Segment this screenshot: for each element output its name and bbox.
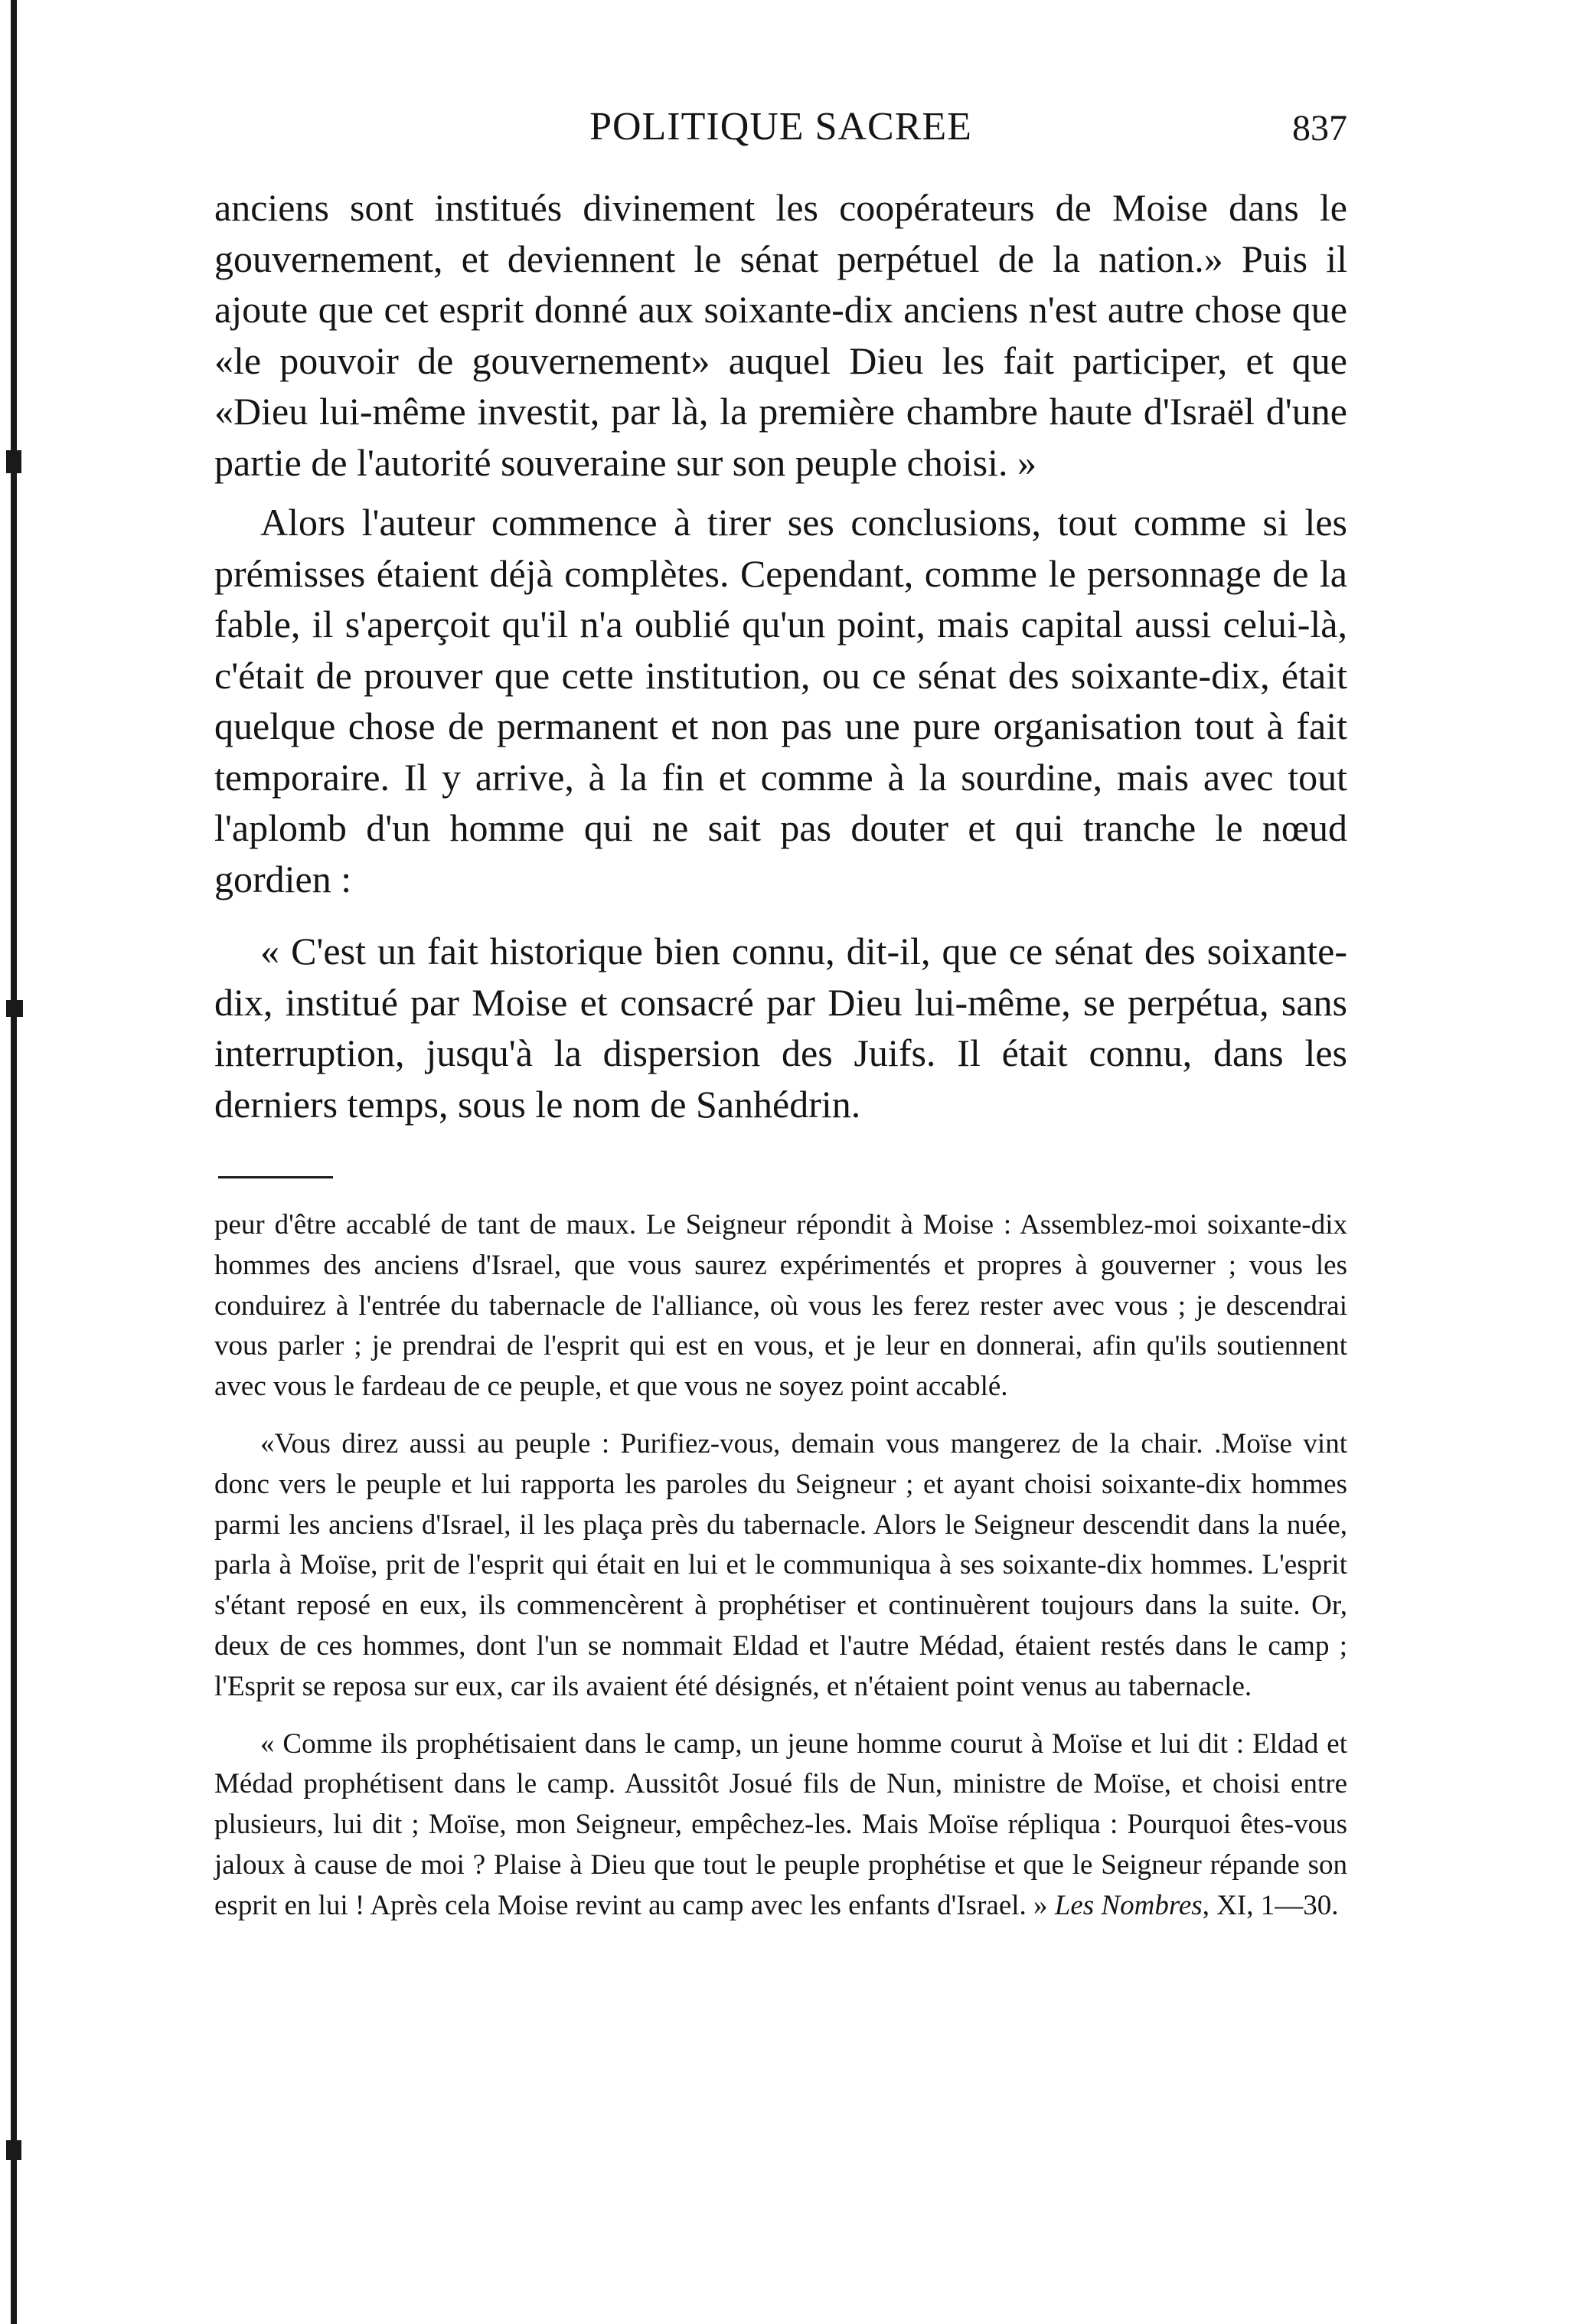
page-edge-mark [6, 450, 21, 473]
page-edge-line [11, 0, 17, 2324]
footnote-separator [218, 1176, 333, 1178]
citation-reference: , XI, 1—30. [1202, 1889, 1339, 1921]
citation-work: Les Nombres [1054, 1889, 1203, 1921]
body-paragraph: anciens sont institués divinement les coopérateurs de Moise dans le gouvernement, et deviennent le sénat perpétuel de la nation.» Puis il ajoute que cet esprit donné aux soixante-dix anciens n'est autre chose que «le pouvoir de gouvernement» auquel Dieu les fait participer, et que «Dieu lui-même investit, par là, la première chambre haute d'Israël d'une partie de l'autorité souveraine sur son peuple choisi. » [214, 186, 1347, 484]
footnotes [214, 1205, 1347, 1927]
footnote-paragraph [214, 1724, 1347, 1927]
main-text [214, 182, 1347, 1129]
body-paragraph: Alors l'auteur commence à tirer ses conclusions, tout comme si les prémisses étaient déjà complètes. Cependant, comme le personnage de la fable, il s'aperçoit qu'il n'a oublié qu'un point, mais capital aussi celui-là, c'était de prouver que cette institution, ou ce sénat des soixante-dix, était quelque chose de permanent et non pas une pure organisation tout à fait temporaire. Il y arrive, à la fin et comme à la sourdine, mais avec tout l'aplomb d'un homme qui ne sait pas douter et qui tranche le nœud gordien : [214, 501, 1347, 901]
page-edge-mark [6, 2140, 21, 2160]
running-head [214, 104, 1347, 158]
footnote-paragraph: peur d'être accablé de tant de maux. Le Seigneur répondit à Moise : Assemblez-moi soixante-dix hommes des anciens d'Israel, que vous saurez expérimentés et propres à gouverner ; vous les conduirez à l'entrée du tabernacle de l'alliance, où vous les ferez rester avec vous ; je descendrai vous parler ; je prendrai de l'esprit qui est en vous, et je leur en donnerai, afin qu'ils soutiennent avec vous le fardeau de ce peuple, et que vous ne soyez point accablé. [214, 1209, 1347, 1403]
page-number: 837 [1292, 108, 1347, 149]
footnote-text: « Comme ils prophétisaient dans le camp, un jeune homme courut à Moïse et lui dit : Eldad et Médad prophétisent dans le camp. Aussitôt Josué fils de Nun, ministre de Moïse, et choisi entre plusieurs, lui dit ; Moïse, mon Seigneur, empêchez-les. Mais Moïse répliqua : Pourquoi êtes-vous jaloux à cause de moi ? Plaise à Dieu que tout le peuple prophétise et que le Seigneur répande son esprit en lui ! Après cela Moise revint au camp avec les enfants d'Israel. » [214, 1727, 1347, 1921]
footnote-paragraph: «Vous direz aussi au peuple : Purifiez-vous, demain vous mangerez de la chair. .Moïse vint donc vers le peuple et lui rapporta les paroles du Seigneur ; et ayant choisi soixante-dix hommes parmi les anciens d'Israel, il les plaça près du tabernacle. Alors le Seigneur descendit dans la nuée, parla à Moïse, prit de l'esprit qui était en lui et le communiqua à ses soixante-dix hommes. L'esprit s'étant reposé en eux, ils commencèrent à prophétiser et continuèrent toujours dans la suite. Or, deux de ces hommes, dont l'un se nommait Eldad et l'autre Médad, étaient restés dans le camp ; l'Esprit se reposa sur eux, car ils avaient été désignés, et n'étaient point venus au tabernacle. [214, 1427, 1347, 1702]
page-edge-mark [6, 1000, 23, 1017]
running-title: POLITIQUE SACREE [589, 105, 972, 149]
body-quote-paragraph: « C'est un fait historique bien connu, dit-il, que ce sénat des soixante-dix, institué par Moise et consacré par Dieu lui-même, se perpétua, sans interruption, jusqu'à la dispersion des Juifs. Il était connu, dans les derniers temps, sous le nom de Sanhédrin. [214, 930, 1347, 1126]
